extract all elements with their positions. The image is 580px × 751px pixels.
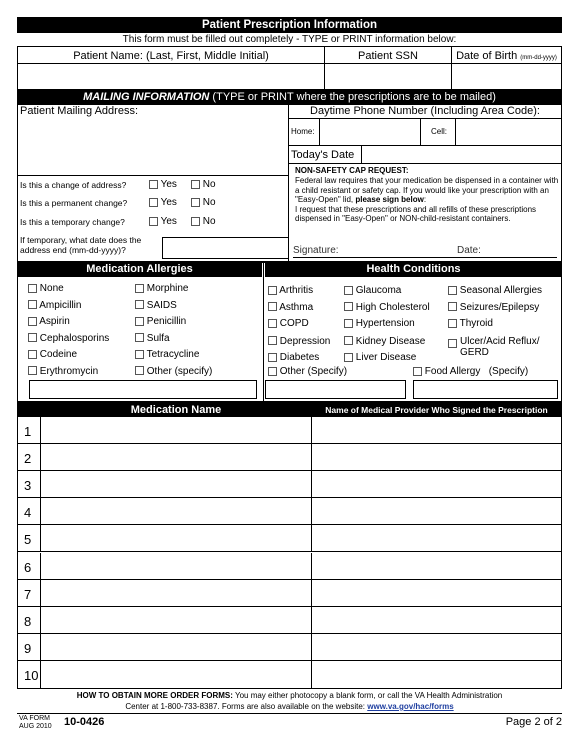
mailing-address-field[interactable] <box>17 104 289 176</box>
condition-label: Glaucoma <box>355 285 402 296</box>
no-label: No <box>202 179 216 190</box>
medication-name-field[interactable] <box>40 607 312 633</box>
footer-how <box>17 691 562 700</box>
va-form-text: VA FORM <box>19 715 50 722</box>
allergy-option[interactable] <box>135 331 212 348</box>
cap-text <box>295 176 560 224</box>
allergy-label: Penicillin <box>146 316 187 327</box>
condition-label: Seizures/Epilepsy <box>459 301 540 313</box>
provider-name-field[interactable] <box>312 607 561 633</box>
cap-date-label: Date: <box>457 245 481 256</box>
condition-option[interactable] <box>268 334 330 351</box>
mailing-address-label: Patient Mailing Address: <box>20 105 139 117</box>
q-permanent-no[interactable] <box>191 197 216 208</box>
allergy-label: Other (specify) <box>146 365 213 377</box>
checkbox-icon <box>135 366 144 375</box>
page-number: Page 2 of 2 <box>505 716 562 728</box>
condition-other-label: Other (Specify) <box>279 366 348 377</box>
allergy-option[interactable] <box>28 281 109 298</box>
condition-label: Depression <box>279 335 331 347</box>
form-title: Patient Prescription Information <box>201 19 378 31</box>
allergy-label: Cephalosporins <box>39 332 110 344</box>
condition-option[interactable] <box>344 283 430 300</box>
medication-row <box>18 498 561 525</box>
checkbox-icon <box>135 333 144 342</box>
row-number: 5 <box>24 532 32 548</box>
condition-option[interactable] <box>448 300 555 317</box>
checkbox-icon <box>344 319 353 328</box>
dob-label: Date of Birth <box>456 50 518 62</box>
medication-name-field[interactable] <box>40 471 312 497</box>
condition-label: Seasonal Allergies <box>459 285 543 296</box>
condition-option[interactable] <box>448 316 555 333</box>
conditions-title: Health Conditions <box>366 263 461 275</box>
medication-name-field[interactable] <box>40 634 312 660</box>
address-questions <box>17 176 289 262</box>
allergy-label: None <box>39 283 64 294</box>
conditions-bar <box>265 262 562 277</box>
phone-section <box>288 104 562 164</box>
food-allergy-specify: (Specify) <box>488 366 529 377</box>
condition-label: Ulcer/Acid Reflux/ GERD <box>460 335 540 358</box>
q-temporary-row <box>20 217 125 227</box>
checkbox-icon <box>135 350 144 359</box>
medication-row <box>18 417 561 444</box>
checkbox-icon <box>268 302 277 311</box>
medication-name-field[interactable] <box>40 444 312 470</box>
row-number: 4 <box>24 505 32 521</box>
allergy-label: Tetracycline <box>146 349 200 360</box>
row-number: 6 <box>24 559 32 575</box>
checkbox-icon <box>344 353 353 362</box>
condition-option[interactable] <box>344 300 430 317</box>
todays-date-field[interactable] <box>289 146 561 164</box>
allergy-option[interactable] <box>135 347 212 364</box>
food-allergy[interactable] <box>413 366 528 377</box>
provider-name-field[interactable] <box>312 580 561 606</box>
mailing-bar-text: (TYPE or PRINT where the prescriptions are to be mailed) <box>209 91 496 103</box>
row-number: 9 <box>24 640 32 656</box>
cell-phone-label: Cell: <box>431 127 448 136</box>
cap-text-bold: please sign below <box>355 195 424 204</box>
allergy-option[interactable] <box>28 364 109 381</box>
q-temporary-label: Is this a temporary change? <box>20 217 125 227</box>
condition-label: Arthritis <box>279 285 314 296</box>
row-number: 7 <box>24 586 32 602</box>
cell-phone-field[interactable] <box>421 119 561 145</box>
checkbox-icon <box>191 180 200 189</box>
medication-name-field[interactable] <box>40 498 312 524</box>
checkbox-icon <box>135 300 144 309</box>
dob-format: (mm-dd-yyyy) <box>520 55 557 61</box>
q-permanent-row <box>20 198 127 208</box>
cap-signature-field[interactable] <box>293 245 453 256</box>
checkbox-icon <box>149 180 158 189</box>
conditions-col3 <box>448 283 555 358</box>
no-label: No <box>202 197 216 208</box>
provider-name-field[interactable] <box>312 634 561 660</box>
q-change-label: Is this a change of address? <box>20 180 127 190</box>
medication-row <box>18 553 561 580</box>
allergy-option[interactable] <box>28 314 109 331</box>
checkbox-icon <box>344 302 353 311</box>
allergy-label: Ampicillin <box>39 299 82 311</box>
checkbox-icon <box>268 319 277 328</box>
allergy-label: Sulfa <box>146 332 170 344</box>
section-divider <box>263 262 264 402</box>
condition-other-field[interactable] <box>265 380 406 399</box>
medication-table <box>17 402 562 689</box>
cap-text-1: Federal law requires that your medication be dispensed in a container with a child resistant or safety cap. If you would like your prescription with an "Easy-Open" lid, <box>295 176 559 204</box>
yes-label: Yes <box>160 179 177 190</box>
condition-label: Hypertension <box>355 318 415 329</box>
medication-row <box>18 580 561 607</box>
footer-divider <box>17 713 562 714</box>
checkbox-icon <box>448 339 457 348</box>
row-number: 2 <box>24 451 32 467</box>
medication-header <box>18 403 561 417</box>
patient-ssn-field[interactable] <box>324 46 452 90</box>
col-provider-name: Name of Medical Provider Who Signed the Prescription <box>325 405 548 415</box>
medication-row <box>18 634 561 661</box>
checkbox-icon <box>28 350 37 359</box>
condition-label: Thyroid <box>459 318 493 329</box>
no-label: No <box>202 216 216 227</box>
medication-row <box>18 525 561 552</box>
q-end-date-field[interactable] <box>162 237 289 259</box>
form-number: 10-0426 <box>64 716 105 728</box>
medication-rows <box>18 417 561 688</box>
medication-row <box>18 444 561 471</box>
provider-name-field[interactable] <box>312 525 561 551</box>
checkbox-icon <box>448 286 457 295</box>
checkbox-icon <box>268 286 277 295</box>
checkbox-icon <box>268 336 277 345</box>
checkbox-icon <box>28 300 37 309</box>
medication-row <box>18 607 561 634</box>
condition-label: Diabetes <box>279 352 320 363</box>
condition-option[interactable] <box>344 350 430 367</box>
checkbox-icon <box>28 317 37 326</box>
patient-name-field[interactable] <box>17 46 325 90</box>
allergy-label: Aspirin <box>39 316 70 327</box>
phone-label: Daytime Phone Number (Including Area Code): <box>289 105 561 119</box>
medication-name-field[interactable] <box>40 553 312 579</box>
condition-option[interactable] <box>268 300 330 317</box>
condition-option[interactable] <box>344 334 430 351</box>
allergy-option[interactable] <box>135 281 212 298</box>
q-change-yes[interactable] <box>149 179 177 190</box>
allergies-title: Medication Allergies <box>86 263 193 275</box>
checkbox-icon <box>344 336 353 345</box>
checkbox-icon <box>28 284 37 293</box>
row-number: 1 <box>24 424 32 439</box>
checkbox-icon <box>268 353 277 362</box>
checkbox-icon <box>268 367 277 376</box>
home-phone-field[interactable] <box>289 119 421 145</box>
signature-label: Signature: <box>293 245 339 256</box>
medication-name-field[interactable] <box>40 525 312 551</box>
row-number: 10 <box>24 667 39 683</box>
footer-how-text: You may either photocopy a blank form, or call the VA Health Administration <box>232 691 503 700</box>
row-number: 3 <box>24 478 32 494</box>
checkbox-icon <box>135 317 144 326</box>
provider-name-field[interactable] <box>312 417 561 443</box>
va-form-label <box>19 715 52 731</box>
provider-name-field[interactable] <box>312 661 561 688</box>
medication-name-field[interactable] <box>40 580 312 606</box>
mailing-bar-title: MAILING INFORMATION <box>83 91 210 103</box>
dob-label-wrap <box>452 47 561 64</box>
col-medication-name: Medication Name <box>130 404 222 416</box>
todays-date-label: Today's Date <box>291 149 355 161</box>
allergies-col1 <box>28 281 109 380</box>
checkbox-icon <box>191 217 200 226</box>
condition-label: COPD <box>279 318 309 329</box>
provider-name-field[interactable] <box>312 553 561 579</box>
allergy-option[interactable] <box>135 314 212 331</box>
conditions-col1 <box>268 283 330 367</box>
row-number: 8 <box>24 613 32 629</box>
checkbox-icon <box>448 302 457 311</box>
allergy-option[interactable] <box>28 347 109 364</box>
condition-option[interactable] <box>268 350 330 367</box>
cap-text-3: I request that these prescriptions and all refills of these prescriptions dispensed in "Easy-Open" or NON-child-resistant containers. <box>295 204 537 223</box>
condition-option[interactable] <box>448 283 555 300</box>
allergy-label: Codeine <box>39 349 78 360</box>
condition-option[interactable] <box>344 316 430 333</box>
footer-center-text: Center at 1-800-733-8387. Forms are also available on the website: <box>125 702 368 711</box>
condition-option[interactable] <box>268 283 330 300</box>
allergies-bar <box>17 262 262 277</box>
medication-name-field[interactable] <box>40 661 312 688</box>
allergy-other-field[interactable] <box>29 380 257 399</box>
cap-text-2: : <box>423 195 427 204</box>
provider-name-field[interactable] <box>312 471 561 497</box>
medication-row <box>18 471 561 498</box>
allergies-col2 <box>135 281 212 380</box>
mailing-bar <box>17 90 562 104</box>
allergy-option[interactable] <box>28 298 109 315</box>
cap-title: NON-SAFETY CAP REQUEST: <box>295 166 409 175</box>
allergy-label: Morphine <box>146 283 189 294</box>
checkbox-icon <box>28 366 37 375</box>
patient-name-label: Patient Name: (Last, First, Middle Initial) <box>18 47 324 64</box>
home-phone-label: Home: <box>291 127 315 136</box>
checkbox-icon <box>149 217 158 226</box>
dob-field[interactable] <box>451 46 562 90</box>
q-temporary-no[interactable] <box>191 216 216 227</box>
food-allergy-field[interactable] <box>413 380 558 399</box>
condition-option[interactable] <box>268 316 330 333</box>
checkbox-icon <box>191 198 200 207</box>
footer-how-title: HOW TO OBTAIN MORE ORDER FORMS: <box>76 691 233 700</box>
checkbox-icon <box>135 284 144 293</box>
form-date: AUG 2010 <box>19 723 52 730</box>
condition-label: Asthma <box>279 301 314 313</box>
food-allergy-label: Food Allergy <box>424 366 481 377</box>
q-permanent-label: Is this a permanent change? <box>20 198 128 208</box>
condition-label: High Cholesterol <box>355 301 430 313</box>
checkbox-icon <box>344 286 353 295</box>
allergy-label: Erythromycin <box>39 365 99 377</box>
form-instruction: This form must be filled out completely - TYPE or PRINT information below: <box>122 34 457 45</box>
allergy-option[interactable] <box>28 331 109 348</box>
medication-row <box>18 661 561 688</box>
yes-label: Yes <box>160 216 177 227</box>
q-end-label: If temporary, what date does the address end (mm-dd-yyyy)? <box>20 235 142 255</box>
checkbox-icon <box>149 198 158 207</box>
checkbox-icon <box>28 333 37 342</box>
medication-name-field[interactable] <box>40 417 312 443</box>
allergy-label: SAIDS <box>146 299 177 311</box>
condition-label: Kidney Disease <box>355 335 426 347</box>
checkbox-icon <box>413 367 422 376</box>
q-permanent-yes[interactable] <box>149 197 177 208</box>
checkbox-icon <box>448 319 457 328</box>
cap-date-field[interactable] <box>457 245 557 256</box>
condition-label: Liver Disease <box>355 352 417 363</box>
q-change-row <box>20 180 126 190</box>
forms-website-link[interactable]: www.va.gov/hac/forms <box>367 702 454 711</box>
yes-label: Yes <box>160 197 177 208</box>
q-change-no[interactable] <box>191 179 216 190</box>
conditions-col2 <box>344 283 430 367</box>
non-safety-cap-section <box>288 164 562 262</box>
form-title-bar <box>17 17 562 33</box>
provider-name-field[interactable] <box>312 444 561 470</box>
q-temporary-yes[interactable] <box>149 216 177 227</box>
provider-name-field[interactable] <box>312 498 561 524</box>
allergy-option[interactable] <box>135 364 212 381</box>
patient-ssn-label: Patient SSN <box>325 47 451 64</box>
allergy-option[interactable] <box>135 298 212 315</box>
condition-other[interactable] <box>268 366 347 377</box>
footer-center <box>17 702 562 711</box>
condition-option[interactable] <box>448 336 555 358</box>
